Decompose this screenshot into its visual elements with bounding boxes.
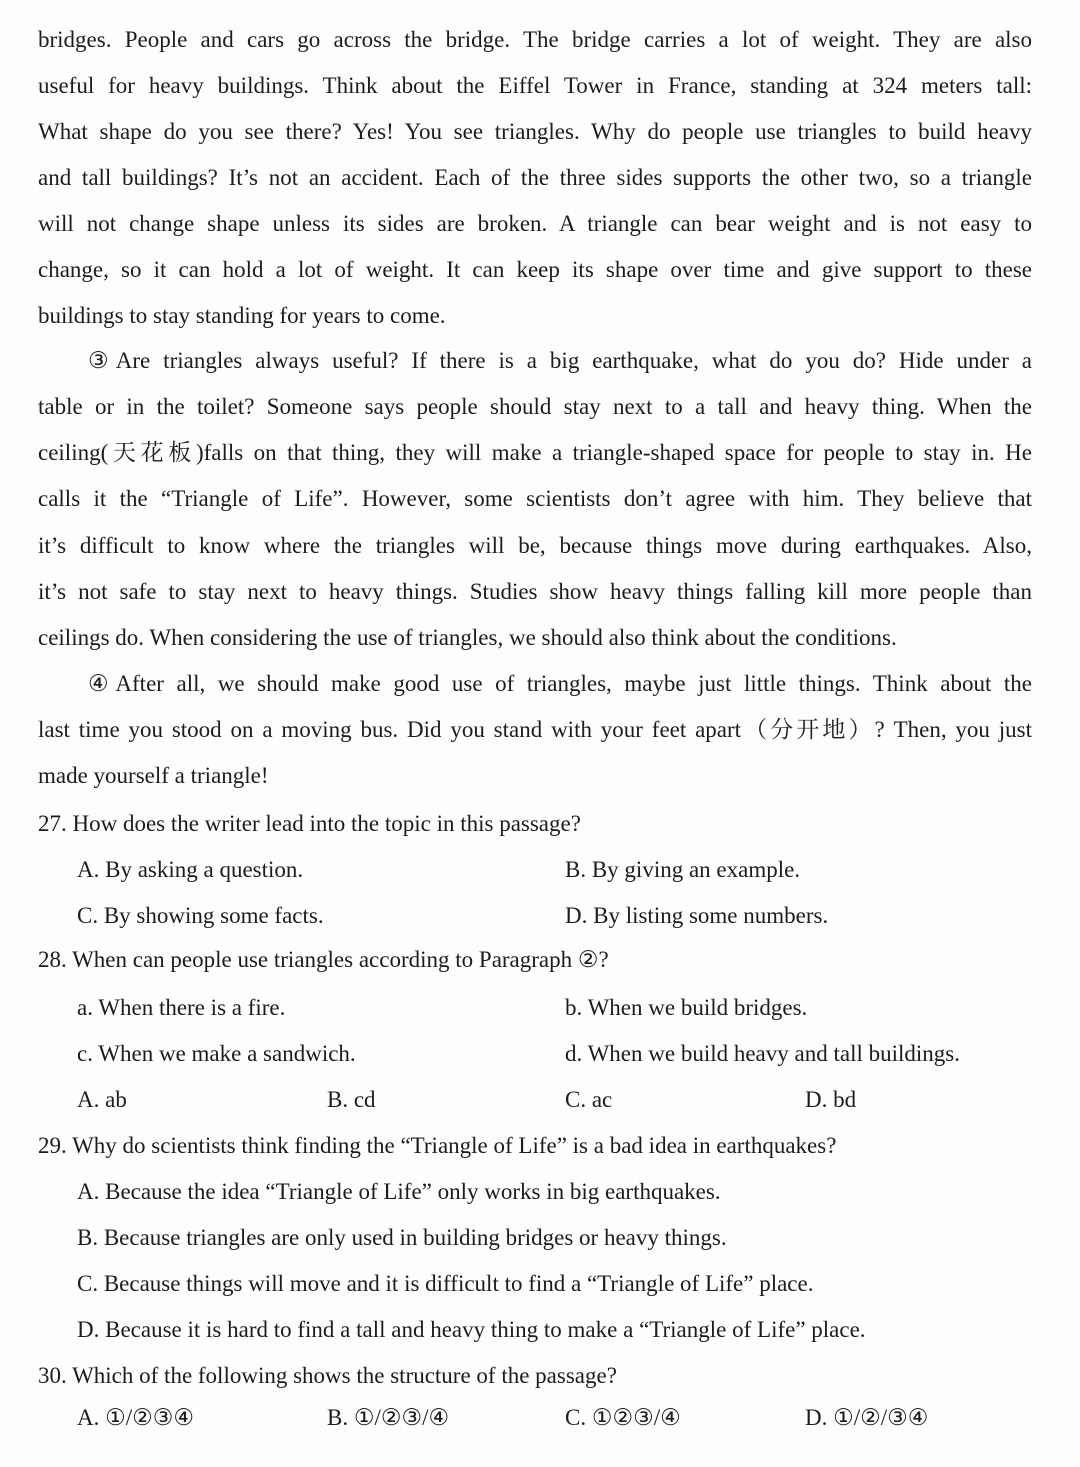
passage-line: it’s difficult to know where the triangles will be, because things move during earthquakes. Also, xyxy=(38,533,1032,558)
passage-line: last time you stood on a moving bus. Did you stand with your feet apart（分开地）? Then, you just xyxy=(38,717,1032,742)
option-b: B. cd xyxy=(327,1087,376,1112)
option-d: D. ①/②/③④ xyxy=(805,1405,929,1430)
passage-line: bridges. People and cars go across the bridge. The bridge carries a lot of weight. They are also xyxy=(38,27,1032,52)
option-a: A. By asking a question. xyxy=(77,857,304,882)
option-b: B. By giving an example. xyxy=(565,857,801,882)
passage-line: and tall buildings? It’s not an accident. Each of the three sides supports the other two, so a triangle xyxy=(38,165,1032,190)
option-c: C. By showing some facts. xyxy=(77,903,324,928)
passage-line: buildings to stay standing for years to come. xyxy=(38,303,446,328)
paragraph-4-start: ④After all, we should make good use of triangles, maybe just little things. Think about the xyxy=(88,671,1032,696)
passage-line: ceilings do. When considering the use of triangles, we should also think about the conditions. xyxy=(38,625,897,650)
option-c: C. ac xyxy=(565,1087,613,1112)
passage-line: will not change shape unless its sides are broken. A triangle can bear weight and is not easy to xyxy=(38,211,1032,236)
statement-d: d. When we build heavy and tall buildings. xyxy=(565,1041,960,1066)
option-a: A. ①/②③④ xyxy=(77,1405,194,1430)
option-d: D. By listing some numbers. xyxy=(565,903,829,928)
option-d: D. Because it is hard to find a tall and heavy thing to make a “Triangle of Life” place. xyxy=(77,1317,866,1342)
passage-line: What shape do you see there? Yes! You see triangles. Why do people use triangles to build heavy xyxy=(38,119,1032,144)
passage-line: it’s not safe to stay next to heavy things. Studies show heavy things falling kill more people than xyxy=(38,579,1032,604)
option-c: C. Because things will move and it is difficult to find a “Triangle of Life” place. xyxy=(77,1271,814,1296)
question-stem: 27. How does the writer lead into the topic in this passage? xyxy=(38,811,581,836)
question-stem: 30. Which of the following shows the structure of the passage? xyxy=(38,1363,617,1388)
passage-line: calls it the “Triangle of Life”. However, some scientists don’t agree with him. They believe that xyxy=(38,486,1032,511)
passage-line: made yourself a triangle! xyxy=(38,763,269,788)
passage-line: table or in the toilet? Someone says people should stay next to a tall and heavy thing. When the xyxy=(38,394,1032,419)
statement-b: b. When we build bridges. xyxy=(565,995,808,1020)
paragraph-3-start: ③Are triangles always useful? If there is a big earthquake, what do you do? Hide under a xyxy=(88,348,1032,373)
option-b: B. Because triangles are only used in building bridges or heavy things. xyxy=(77,1225,727,1250)
passage-line: ceiling(天花板)falls on that thing, they will make a triangle-shaped space for people to stay in. He xyxy=(38,440,1032,465)
question-stem: 29. Why do scientists think finding the “Triangle of Life” is a bad idea in earthquakes? xyxy=(38,1133,837,1158)
option-d: D. bd xyxy=(805,1087,857,1112)
question-stem: 28. When can people use triangles according to Paragraph ②? xyxy=(38,947,609,972)
option-a: A. ab xyxy=(77,1087,127,1112)
option-a: A. Because the idea “Triangle of Life” only works in big earthquakes. xyxy=(77,1179,721,1204)
statement-c: c. When we make a sandwich. xyxy=(77,1041,356,1066)
option-c: C. ①②③/④ xyxy=(565,1405,681,1430)
statement-a: a. When there is a fire. xyxy=(77,995,286,1020)
option-b: B. ①/②③/④ xyxy=(327,1405,450,1430)
passage-line: change, so it can hold a lot of weight. It can keep its shape over time and give support to these xyxy=(38,257,1032,282)
passage-line: useful for heavy buildings. Think about the Eiffel Tower in France, standing at 324 meters tall: xyxy=(38,73,1032,98)
